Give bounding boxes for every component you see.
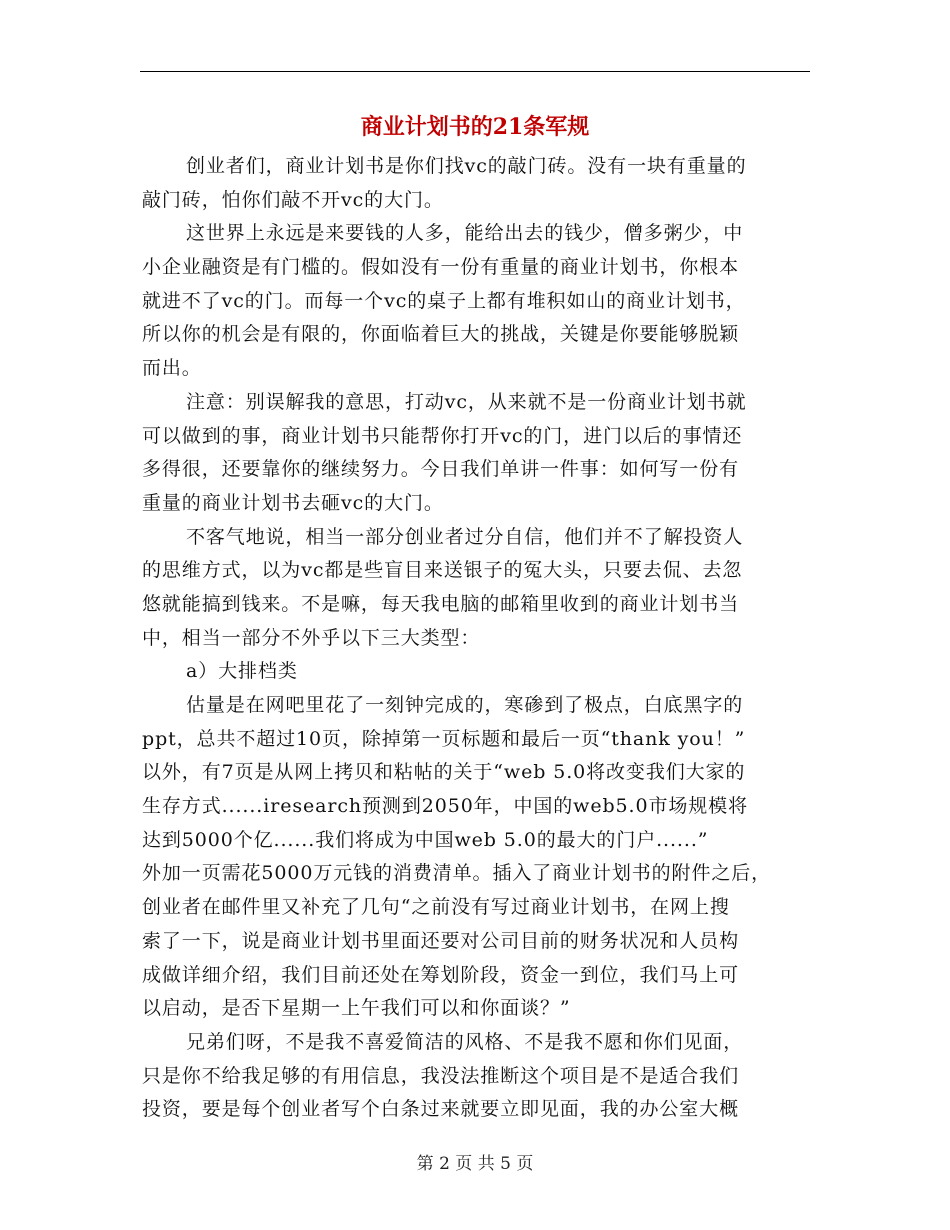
text-line: 这世界上永远是来要钱的人多，能给出去的钱少，僧多粥少，中 — [186, 222, 744, 245]
text-line: 创业者们，商业计划书是你们找vc的敲门砖。没有一块有重量的 — [186, 155, 747, 177]
header-rule — [140, 71, 810, 72]
text-line: ppt，总共不超过10页，除掉第一页标题和最后一页“thank you！” — [142, 727, 746, 750]
document-body — [142, 150, 812, 1127]
text-line: 达到5000个亿......我们将成为中国web 5.0的最大的门户......” — [142, 828, 709, 851]
text-line: 注意：别误解我的意思，打动vc，从来就不是一份商业计划书就 — [186, 390, 747, 413]
text-line: 重量的商业计划书去砸vc的大门。 — [142, 491, 444, 514]
text-line: 兄弟们呀，不是我不喜爱简洁的风格、不是我不愿和你们见面， — [186, 1030, 744, 1053]
text-line: 而出。 — [142, 357, 202, 380]
text-line: 就进不了vc的门。而每一个vc的桌子上都有堆积如山的商业计划书， — [142, 289, 746, 312]
text-line: 可以做到的事，商业计划书只能帮你打开vc的门，进门以后的事情还 — [142, 424, 743, 447]
text-line: 生存方式......iresearch预测到2050年，中国的web5.0市场规模将 — [142, 795, 748, 818]
text-line: 以启动，是否下星期一上午我们可以和你面谈？” — [142, 997, 571, 1020]
text-line: 悠就能搞到钱来。不是嘛，每天我电脑的邮箱里收到的商业计划书当 — [142, 592, 740, 615]
text-line: 估量是在网吧里花了一刻钟完成的，寒碜到了极点，白底黑字的 — [186, 694, 744, 716]
text-line: 索了一下，说是商业计划书里面还要对公司目前的财务状况和人员构 — [142, 929, 740, 952]
section-heading: a）大排档类 — [186, 660, 298, 683]
text-line: 投资，要是每个创业者写个白条过来就要立即见面，我的办公室大概 — [142, 1098, 740, 1121]
text-line: 多得很，还要靠你的继续努力。今日我们单讲一件事：如何写一份有 — [142, 458, 740, 481]
text-line: 只是你不给我足够的有用信息，我没法推断这个项目是不是适合我们 — [142, 1064, 740, 1087]
text-line: 外加一页需花5000万元钱的消费清单。插入了商业计划书的附件之后， — [142, 862, 772, 885]
text-line: 小企业融资是有门槛的。假如没有一份有重量的商业计划书，你根本 — [142, 256, 740, 279]
text-line: 以外，有7页是从网上拷贝和粘帖的关于“web 5.0将改变我们大家的 — [142, 761, 746, 784]
document-title: 商业计划书的21条军规 — [360, 114, 590, 140]
text-line: 所以你的机会是有限的，你面临着巨大的挑战，关键是你要能够脱颖 — [142, 323, 740, 346]
page-number: 第 2 页 共 5 页 — [416, 1154, 534, 1174]
text-line: 不客气地说，相当一部分创业者过分自信，他们并不了解投资人 — [186, 525, 744, 548]
text-line: 的思维方式，以为vc都是些盲目来送银子的冤大头，只要去侃、去忽 — [142, 559, 743, 582]
text-line: 敲门砖，怕你们敲不开vc的大门。 — [142, 188, 444, 211]
text-line: 成做详细介绍，我们目前还处在筹划阶段，资金一到位，我们马上可 — [142, 963, 740, 986]
text-line: 创业者在邮件里又补充了几句“之前没有写过商业计划书，在网上搜 — [142, 896, 730, 919]
text-line: 中，相当一部分不外乎以下三大类型： — [142, 626, 481, 649]
